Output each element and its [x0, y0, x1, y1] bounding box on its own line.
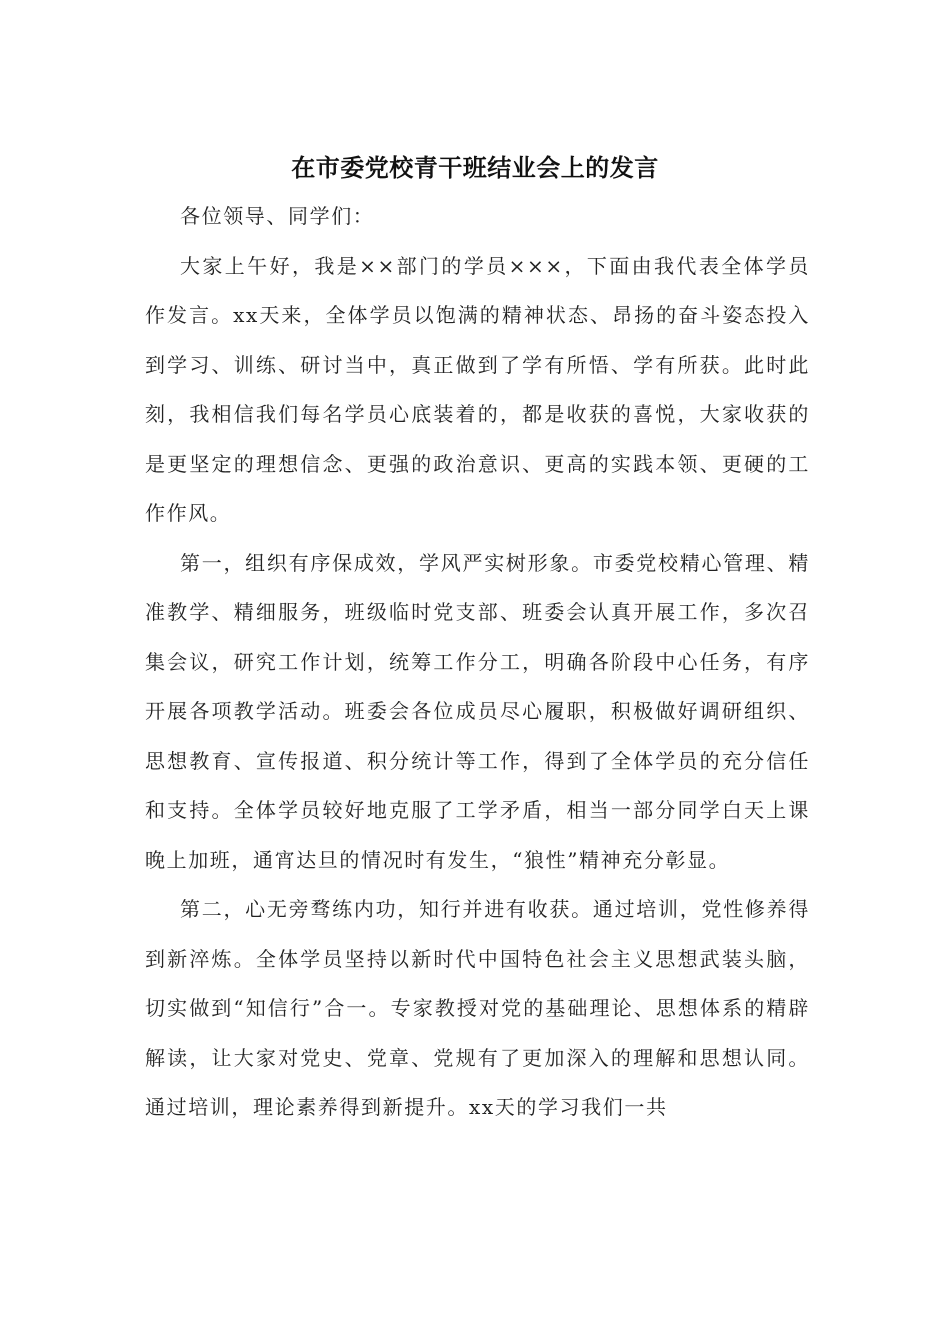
document-body [145, 192, 810, 1133]
paragraph-first-point: 第一，组织有序保成效，学风严实树形象。市委党校精心管理、精准教学、精细服务，班级临时党支部、班委会认真开展工作，多次召集会议，研究工作计划，统筹工作分工，明确各阶段中心任务，有序开展各项教学活动。班委会各位成员尽心履职，积极做好调研组织、思想教育、宣传报道、积分统计等工作，得到了全体学员的充分信任和支持。全体学员较好地克服了工学矛盾，相当一部分同学白天上课晚上加班，通宵达旦的情况时有发生，“狼性”精神充分彰显。 [145, 550, 810, 872]
salutation: 各位领导、同学们： [180, 204, 375, 228]
paragraph-intro: 大家上午好，我是××部门的学员×××，下面由我代表全体学员作发言。xx天来，全体学员以饱满的精神状态、昂扬的奋斗姿态投入到学习、训练、研讨当中，真正做到了学有所悟、学有所获。此时此刻，我相信我们每名学员心底装着的，都是收获的喜悦，大家收获的是更坚定的理想信念、更强的政治意识、更高的实践本领、更硬的工作作风。 [145, 253, 810, 525]
paragraph-second-point: 第二，心无旁骛练内功，知行并进有收获。通过培训，党性修养得到新淬炼。全体学员坚持以新时代中国特色社会主义思想武装头脑，切实做到“知信行”合一。专家教授对党的基础理论、思想体系的精辟解读，让大家对党史、党章、党规有了更加深入的理解和思想认同。通过培训，理论素养得到新提升。xx天的学习我们一共 [145, 897, 810, 1119]
document-title: 在市委党校青干班结业会上的发言 [291, 153, 659, 182]
